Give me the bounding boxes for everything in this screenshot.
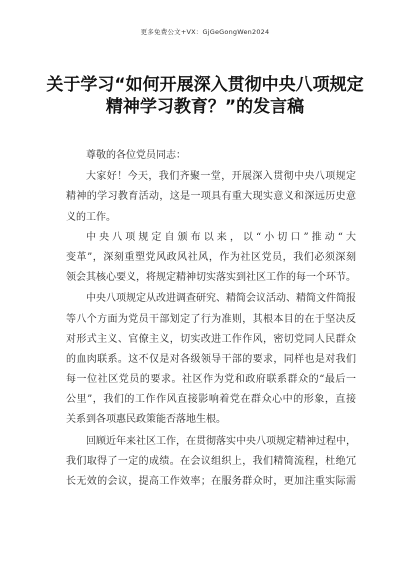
paragraph-3-line-2: 等八个方面为党员干部划定了行为准则，其根本目的在于坚决反	[66, 313, 356, 325]
paragraph-4-line-2: 我们取得了一定的成绩。在会议组织上，我们精简流程，杜绝冗	[66, 455, 356, 467]
title-line-1: 关于学习“如何开展深入贯彻中央八项规定	[46, 75, 364, 95]
title-line-2: 精神学习教育？”的发言稿	[105, 97, 305, 117]
paragraph-3-line-6: 公里”，我们的工作作风直接影响着党在群众心中的形象，直接	[66, 394, 356, 406]
document-title	[0, 74, 410, 118]
paragraph-3-line-5: 每一位社区党员的要求。社区作为党和政府联系群众的“最后一	[66, 374, 356, 386]
document-body	[66, 146, 356, 492]
paragraph-3-line-3: 对形式主义、官僚主义，切实改进工作作风，密切党同人民群众	[66, 333, 356, 345]
header-note: 更多免费公文+VX：GjGeGongWen2024	[140, 28, 270, 36]
salutation: 尊敬的各位党员同志：	[86, 150, 186, 161]
paragraph-2-line-3: 领会其核心要义，将规定精神切实落实到社区工作的每一个环节。	[66, 272, 356, 284]
paragraph-3-line-7: 关系到各项惠民政策能否落地生根。	[66, 414, 226, 426]
paragraph-4-line-1: 回顾近年来社区工作，在贯彻落实中央八项规定精神过程中，	[86, 435, 356, 447]
paragraph-3-line-1: 中央八项规定从改进调查研究、精简会议活动、精简文件简报	[86, 293, 356, 305]
paragraph-4-line-3: 长无效的会议，提高工作效率；在服务群众时，更加注重实际需	[66, 476, 356, 487]
paragraph-2-line-1: 中央八项规定自颁布以来，以“小切口”推动“大	[86, 231, 356, 243]
paragraph-2-line-2: 变革”，深刻重塑党风政风社风，作为社区党员，我们必须深刻	[66, 251, 356, 263]
paragraph-1-line-2: 精神的学习教育活动，这是一项具有重大现实意义和深远历史意	[66, 191, 356, 203]
paragraph-3-line-4: 的血肉联系。这不仅是对各级领导干部的要求，同样也是对我们	[66, 353, 356, 365]
paragraph-1-line-1: 大家好！今天，我们齐聚一堂，开展深入贯彻中央八项规定	[86, 171, 356, 183]
paragraph-1-line-3: 义的工作。	[66, 211, 116, 223]
